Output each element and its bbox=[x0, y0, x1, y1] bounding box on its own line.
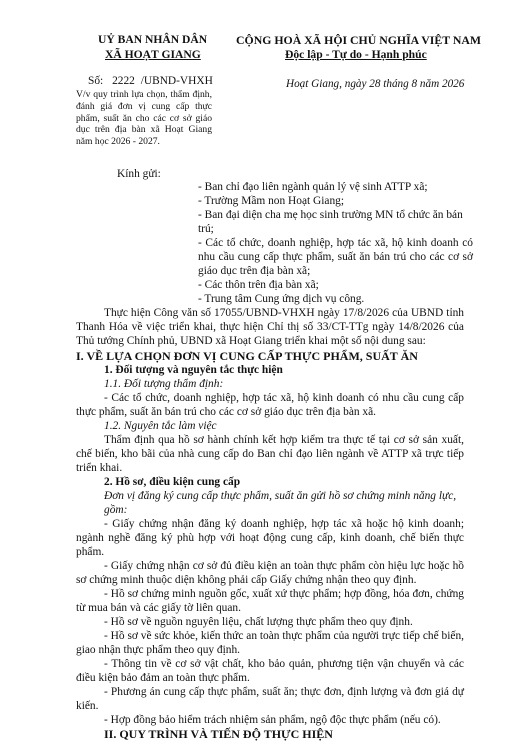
number-prefix: Số: bbox=[88, 75, 104, 87]
sub2-item: - Hồ sơ về nguồn nguyên liệu, chất lượng thực phẩm theo quy định. bbox=[104, 616, 413, 628]
sub2-item: - Phương án cung cấp thực phẩm, suất ăn; thực đơn, định lượng và đơn giá dự kiến. bbox=[76, 686, 464, 712]
sub2-item: - Hồ sơ chứng minh nguồn gốc, xuất xứ thực phẩm; hợp đồng, hóa đơn, chứng từ mua bán và các giấy tờ liên quan. bbox=[76, 588, 464, 614]
national-motto bbox=[285, 48, 427, 61]
national-title: CỘNG HOÀ XÃ HỘI CHỦ NGHĨA VIỆT NAM bbox=[236, 33, 482, 47]
sub2-item: - Thông tin về cơ sở vật chất, kho bảo quản, phương tiện vận chuyển và các điều kiện bảo đảm an toàn thực phẩm. bbox=[76, 658, 464, 684]
issuer-commune bbox=[105, 48, 201, 61]
sub2-item: - Giấy chứng nhận đăng ký doanh nghiệp, hợp tác xã hoặc hộ kinh doanh; ngành nghề đăng ký phù hợp với hoạt động cung cấp, kinh doanh, chế biến thực phẩm. bbox=[76, 518, 464, 558]
sub2-item: - Hồ sơ về sức khỏe, kiến thức an toàn thực phẩm của người trực tiếp chế biến, giao nhận thực phẩm theo quy định. bbox=[76, 630, 464, 656]
document-subject: V/v quy trình lựa chọn, thẩm định, đánh giá đơn vị cung cấp thực phẩm, suất ăn cho các cơ sở giáo dục trên địa bàn xã Hoạt Giang năm học 2026 - 2027. bbox=[76, 89, 212, 148]
sub2-intro: Đơn vị đăng ký cung cấp thực phẩm, suất ăn gửi hồ sơ chứng minh năng lực, gồm: bbox=[104, 490, 457, 516]
recipient-item: - Các tổ chức, doanh nghiệp, hợp tác xã, hộ kinh doanh có nhu cầu cung cấp thực phẩm, suất ăn bán trú cho các cơ sở giáo dục trên địa bàn xã; bbox=[198, 237, 473, 277]
intro-paragraph: Thực hiện Công văn số 17055/UBND-VHXH ngày 17/8/2026 của UBND tỉnh Thanh Hóa về việc triển khai, thực hiện Chỉ thị số 33/CT-TTg ngày 14/8/2026 của Thủ tướng Chính phủ, UBND xã Hoạt Giang triển khai một số nội dung sau: bbox=[76, 307, 464, 347]
sub1-2-text: Thẩm định qua hồ sơ hành chính kết hợp kiểm tra thực tế tại cơ sở sản xuất, chế biến, kho bãi của nhà cung cấp do Ban chỉ đạo liên ngành về ATTP xã trực tiếp triển khai. bbox=[76, 434, 464, 474]
sub1-1-heading: 1.1. Đối tượng thẩm định: bbox=[104, 378, 224, 390]
recipient-item: - Các thôn trên địa bàn xã; bbox=[198, 279, 319, 291]
section2-heading: II. QUY TRÌNH VÀ TIẾN ĐỘ THỰC HIỆN bbox=[104, 727, 333, 741]
recipient-item: - Trường Mầm non Hoạt Giang; bbox=[198, 195, 345, 207]
issuer-commune-text: XÃ HOẠT GIANG bbox=[105, 48, 201, 61]
place-date: Hoạt Giang, ngày 28 tháng 8 năm 2026 bbox=[286, 78, 465, 90]
sub2-item: - Hợp đồng bảo hiểm trách nhiệm sản phẩm, ngộ độc thực phẩm (nếu có). bbox=[104, 714, 441, 726]
number-value: 2222 bbox=[112, 75, 135, 87]
recipients-label: Kính gửi: bbox=[117, 168, 161, 180]
document-number bbox=[88, 75, 213, 87]
recipient-item: - Ban chỉ đạo liên ngành quản lý vệ sinh ATTP xã; bbox=[198, 181, 428, 193]
recipient-item: - Ban đại diện cha mẹ học sinh trường MN tổ chức ăn bán trú; bbox=[198, 209, 463, 235]
recipients-list bbox=[198, 180, 473, 306]
sub1-2-heading: 1.2. Nguyên tắc làm việc bbox=[104, 420, 217, 432]
number-suffix: /UBND-VHXH bbox=[140, 75, 213, 87]
national-motto-text: Độc lập - Tự do - Hạnh phúc bbox=[285, 48, 427, 61]
sub1-1-text: - Các tổ chức, doanh nghiệp, hợp tác xã, hộ kinh doanh có nhu cầu cung cấp thực phẩm, suất ăn bán trú cho các cơ sở giáo dục trên địa bàn xã. bbox=[76, 392, 464, 418]
recipient-item: - Trung tâm Cung ứng dịch vụ công. bbox=[198, 293, 365, 305]
issuer-name: UỶ BAN NHÂN DÂN bbox=[98, 33, 208, 46]
sub2-heading: 2. Hồ sơ, điều kiện cung cấp bbox=[104, 476, 241, 488]
document-body bbox=[76, 306, 464, 741]
sub1-heading: 1. Đối tượng và nguyên tắc thực hiện bbox=[104, 364, 283, 376]
section1-heading: I. VỀ LỰA CHỌN ĐƠN VỊ CUNG CẤP THỰC PHẨM, SUẤT ĂN bbox=[76, 349, 418, 363]
sub2-item: - Giấy chứng nhận cơ sở đủ điều kiện an toàn thực phẩm còn hiệu lực hoặc hồ sơ chứng minh thuộc diện không phải cấp Giấy chứng nhận theo quy định. bbox=[76, 560, 464, 586]
